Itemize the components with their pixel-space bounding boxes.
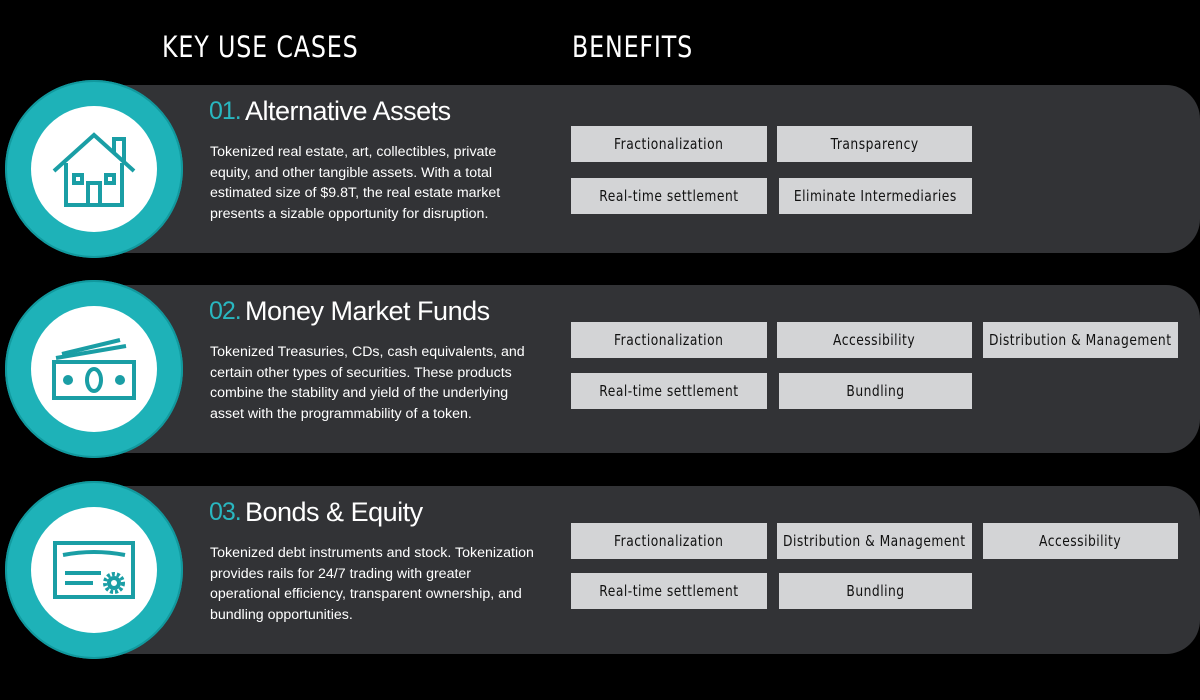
benefit-chip: Bundling [779,373,972,409]
cash-icon [48,334,140,404]
use-case-description: Tokenized debt instruments and stock. Tokenization provides rails for 24/7 trading with greater operational efficiency, transparent ownership, and bundling opportunities. [210,545,534,623]
icon-ring [5,80,183,258]
benefit-chip: Fractionalization [571,322,767,358]
benefit-chip: Real-time settlement [571,178,767,214]
use-case-row-money-market-funds [0,280,1200,460]
use-case-number: 02. [209,297,241,325]
benefit-chip: Real-time settlement [571,573,767,609]
benefit-chip: Accessibility [777,322,972,358]
use-case-number: 01. [209,97,241,125]
house-icon [48,129,140,209]
icon-circle [31,106,157,232]
use-case-description: Tokenized real estate, art, collectibles, private equity, and other tangible assets. With a total estimated size of $9.8T, the real estate market presents a sizable opportunity for disruption. [210,144,501,222]
use-case-number: 03. [209,498,241,526]
use-case-row-alternative-assets [0,80,1200,260]
use-case-row-bonds-equity [0,481,1200,661]
use-case-title: Money Market Funds [245,296,490,326]
icon-circle [31,306,157,432]
benefit-chip: Fractionalization [571,523,767,559]
benefit-chip: Distribution & Management [983,322,1178,358]
benefits-heading: BENEFITS [572,30,694,64]
benefit-chip: Distribution & Management [777,523,972,559]
icon-ring [5,481,183,659]
use-case-description: Tokenized Treasuries, CDs, cash equivalents, and certain other types of securities. These products combine the stability and yield of the underlying asset with the programmability of a token. [210,344,525,422]
benefit-chip: Real-time settlement [571,373,767,409]
benefit-chip: Eliminate Intermediaries [779,178,972,214]
icon-circle [31,507,157,633]
certificate-icon [51,539,137,601]
key-use-cases-heading: KEY USE CASES [162,30,359,64]
use-case-title: Bonds & Equity [245,497,423,527]
benefit-chip: Bundling [779,573,972,609]
use-case-title: Alternative Assets [245,96,451,126]
benefit-chip: Accessibility [983,523,1178,559]
benefit-chip: Transparency [777,126,972,162]
icon-ring [5,280,183,458]
benefit-chip: Fractionalization [571,126,767,162]
